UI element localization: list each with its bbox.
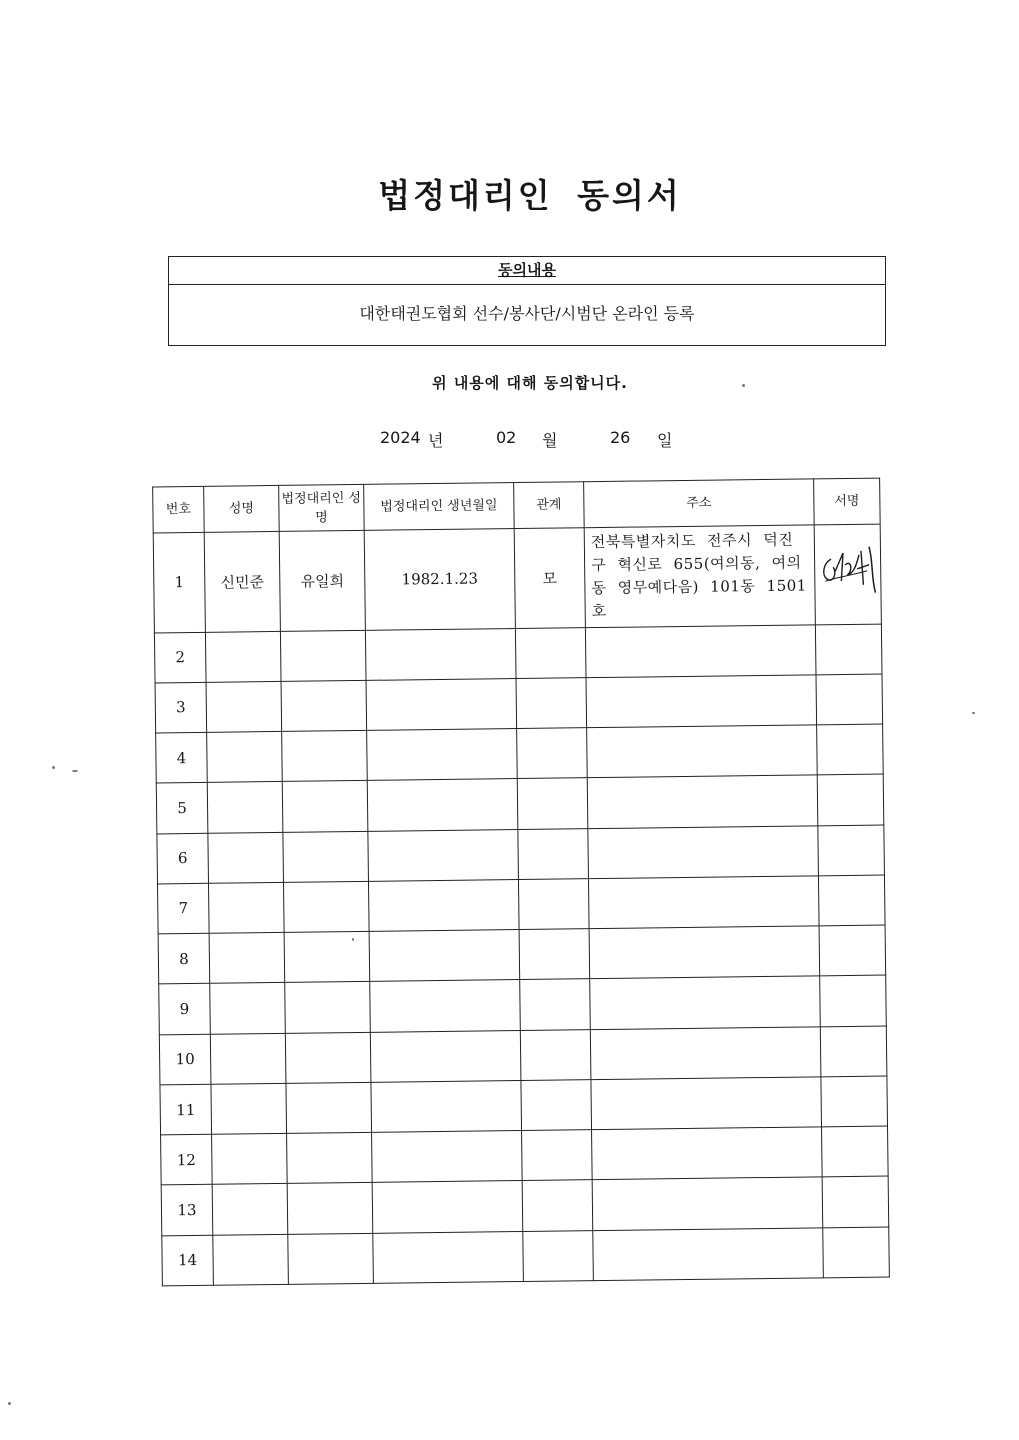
table-row xyxy=(155,674,883,733)
date-day-unit: 일 xyxy=(657,431,673,450)
row-address: 전북특별자치도 전주시 덕진구 혁신로 655(여의동, 여의동 영무예다음) 101동 1501호 xyxy=(584,525,815,627)
guardian-table xyxy=(152,478,890,1287)
table-row xyxy=(161,1126,889,1185)
scan-speck xyxy=(972,712,975,714)
table-row xyxy=(162,1227,890,1286)
table-row xyxy=(159,1026,887,1085)
header-name: 성명 xyxy=(204,485,280,532)
table-row xyxy=(153,524,881,632)
header-guardian-birth: 법정대리인 생년월일 xyxy=(364,483,515,531)
handwritten-signature xyxy=(817,541,880,602)
consent-content-box xyxy=(168,256,886,346)
scan-speck xyxy=(742,384,745,387)
table-row xyxy=(154,624,882,683)
row-number: 10 xyxy=(159,1034,211,1085)
document-title: 법정대리인 동의서 xyxy=(378,176,682,215)
table-row xyxy=(157,825,885,884)
row-signature xyxy=(814,524,881,624)
row-number: 14 xyxy=(162,1235,214,1286)
row-relation: 모 xyxy=(514,528,585,628)
scan-speck xyxy=(8,1402,11,1405)
agreement-statement: 위 내용에 대해 동의합니다. xyxy=(432,374,628,392)
date-day: 26 xyxy=(610,428,631,447)
table-row xyxy=(157,875,885,934)
scan-speck xyxy=(352,938,354,941)
date-year-unit: 년 xyxy=(428,431,444,450)
header-relation: 관계 xyxy=(514,482,585,529)
table-row xyxy=(161,1176,889,1235)
row-number: 1 xyxy=(153,532,205,632)
table-row xyxy=(160,1076,888,1135)
table-row xyxy=(159,975,887,1034)
header-number: 번호 xyxy=(153,486,205,533)
table-row xyxy=(158,925,886,984)
table-row xyxy=(156,774,884,833)
consent-content-text: 대한태권도협회 선수/봉사단/시범단 온라인 등록 xyxy=(359,304,695,323)
row-number: 2 xyxy=(154,632,206,683)
row-name: 신민준 xyxy=(204,531,280,631)
row-number: 9 xyxy=(159,984,211,1035)
row-number: 3 xyxy=(155,682,207,733)
row-number: 5 xyxy=(156,783,208,834)
row-guardian-name: 유일희 xyxy=(279,530,365,631)
guardian-table-wrapper xyxy=(152,478,889,1287)
consent-heading xyxy=(169,257,885,285)
scan-speck xyxy=(52,766,55,769)
date-month-unit: 월 xyxy=(542,431,558,450)
table-row xyxy=(156,724,884,783)
date-month: 02 xyxy=(496,428,517,447)
row-number: 7 xyxy=(157,883,209,934)
row-number: 8 xyxy=(158,933,210,984)
header-signature: 서명 xyxy=(814,478,881,525)
row-number: 11 xyxy=(160,1084,212,1135)
row-number: 6 xyxy=(157,833,209,884)
row-number: 13 xyxy=(161,1185,213,1236)
row-number: 4 xyxy=(156,732,208,783)
date-year: 2024 xyxy=(380,428,421,447)
row-guardian-birth: 1982.1.23 xyxy=(364,529,515,630)
row-number: 12 xyxy=(161,1134,213,1185)
header-guardian-name: 법정대리인 성명 xyxy=(279,484,365,531)
header-address: 주소 xyxy=(584,479,815,528)
scan-speck xyxy=(72,770,78,772)
consent-heading-text: 동의내용 xyxy=(498,261,556,279)
